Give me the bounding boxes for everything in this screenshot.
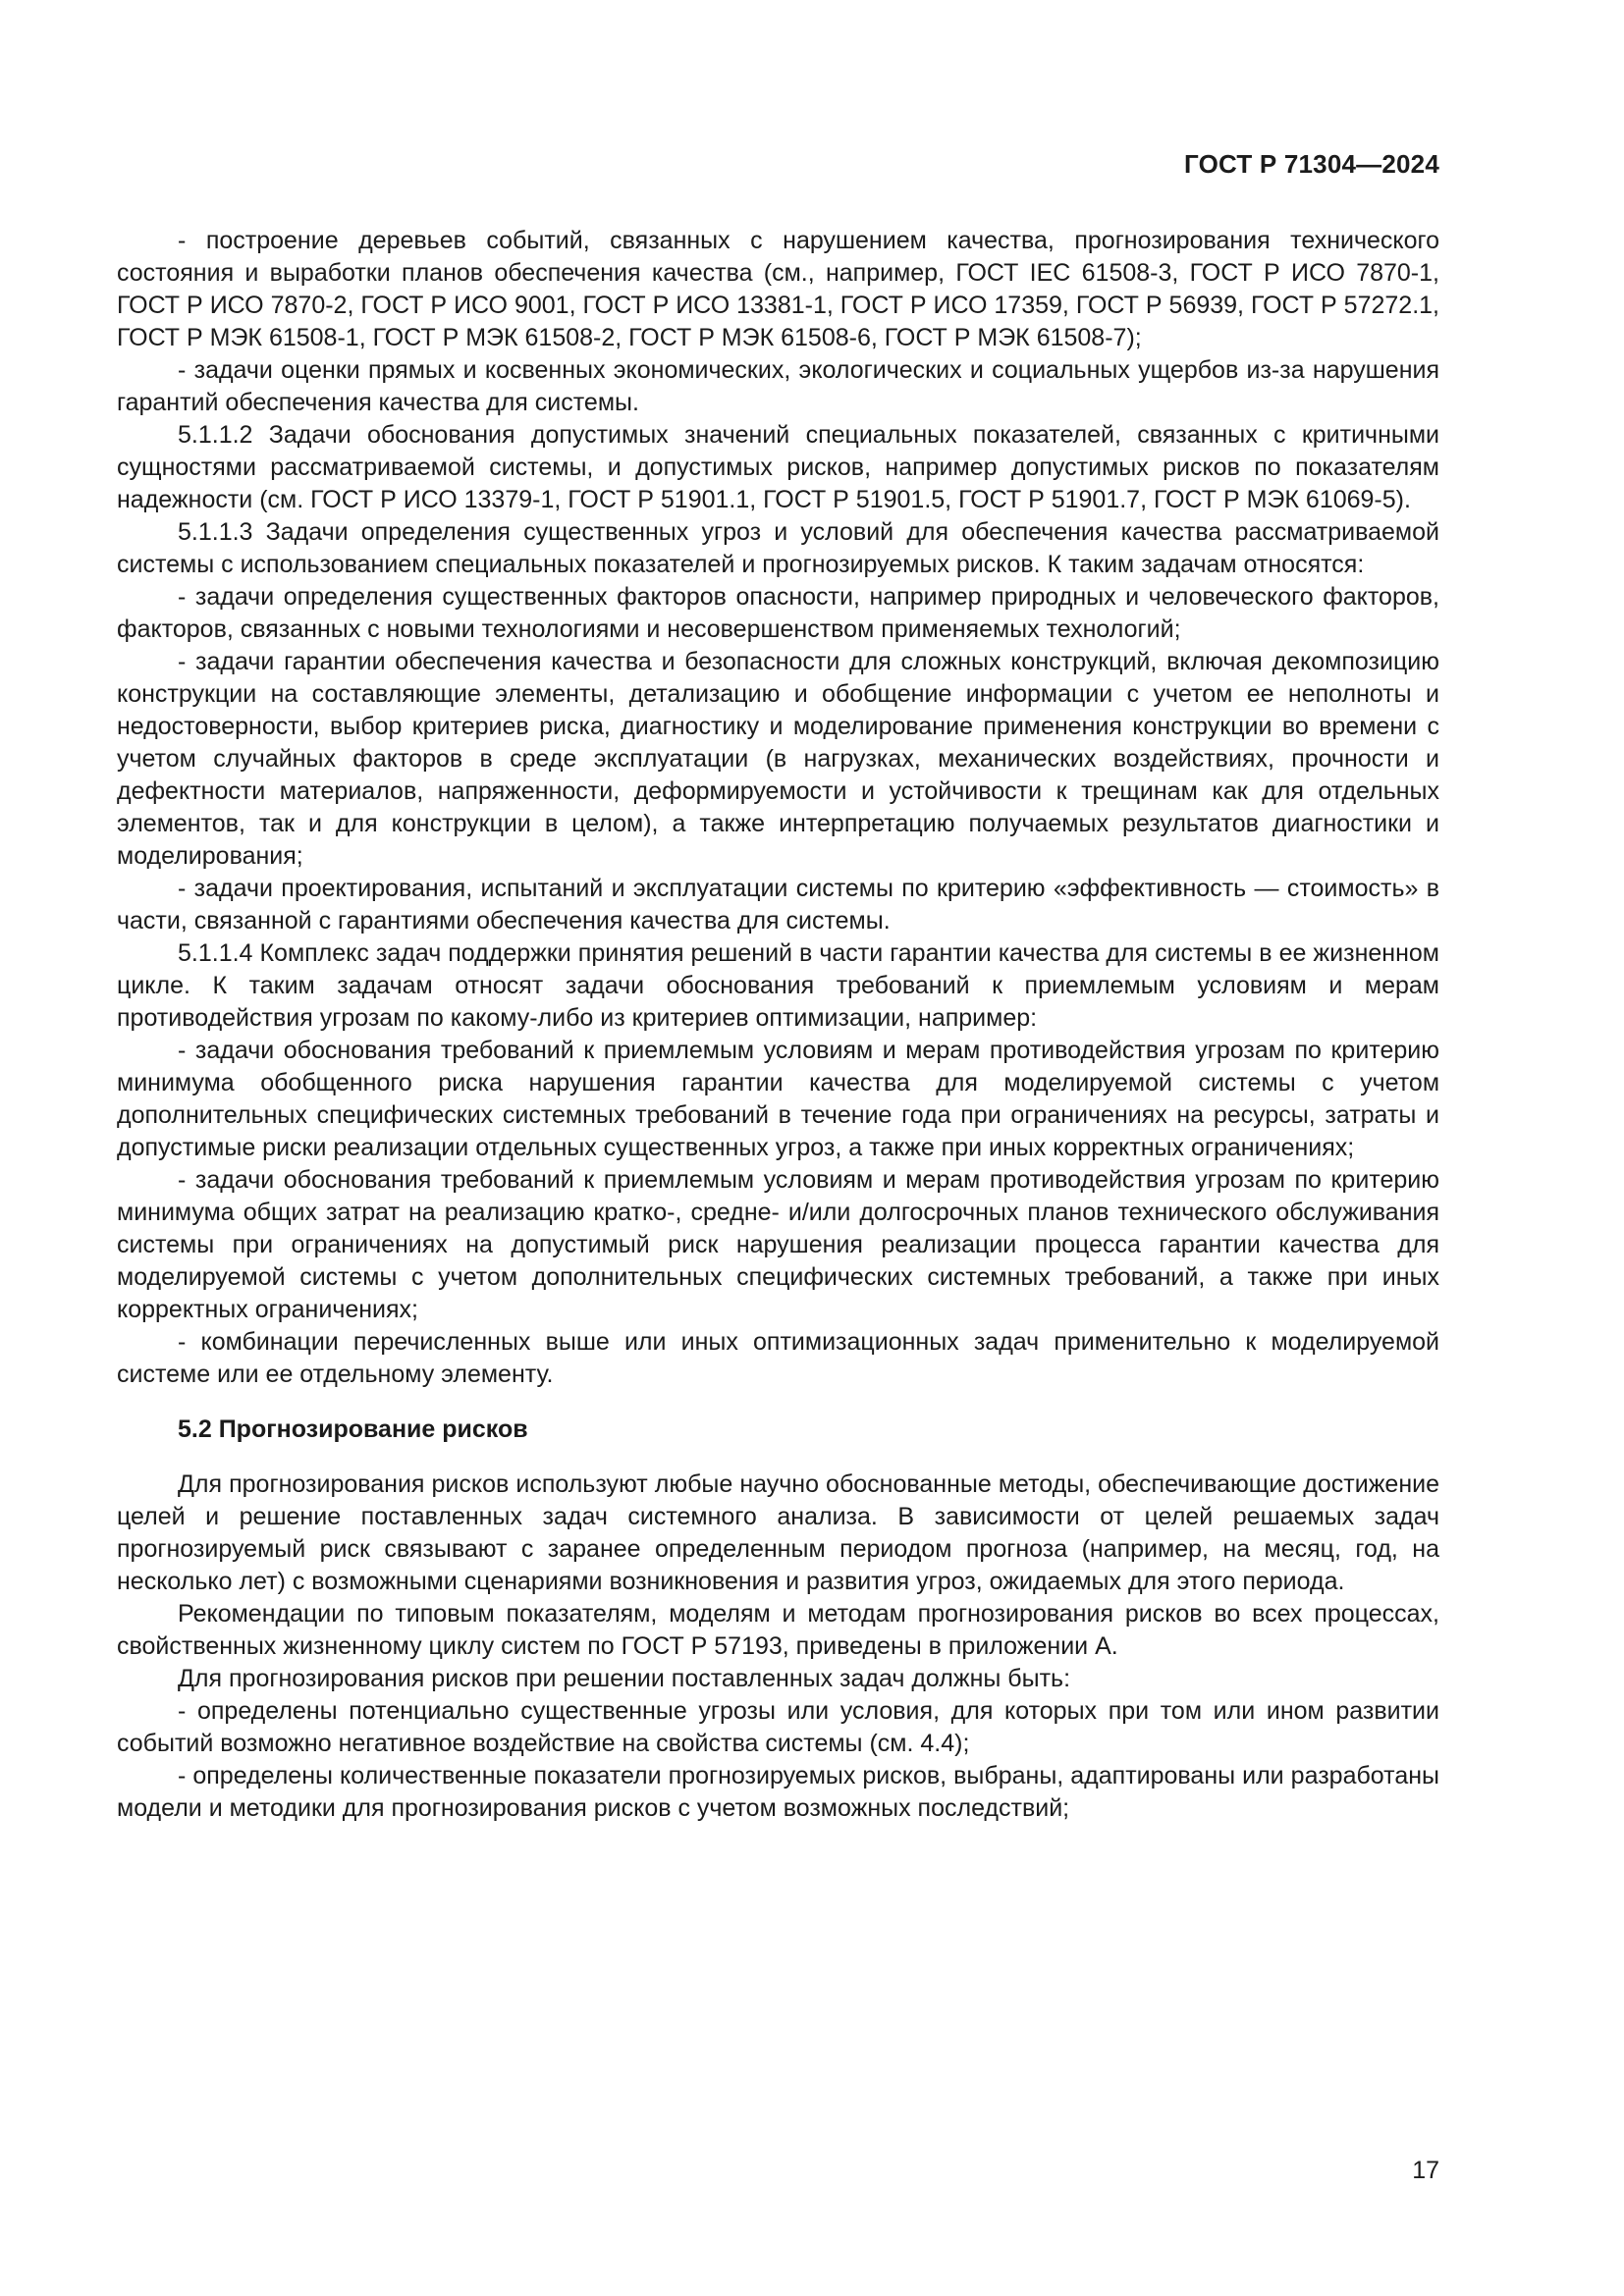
body-paragraph: - задачи оценки прямых и косвенных экономических, экологических и социальных ущербов из-за нарушения гарантий обеспечения качества для системы. [117, 356, 1439, 416]
body-paragraph: - задачи обоснования требований к приемлемым условиям и мерам противодействия угрозам по критерию минимума обобщенного риска нарушения гарантии качества для моделируемой системы с учетом дополнительных специфических системных требований в течение года при ограничениях на ресурсы, затраты и допустимые риски реализации отдельных существенных угроз, а также при иных корректных ограничениях; [117, 1037, 1439, 1161]
section-heading: 5.2 Прогнозирование рисков [178, 1415, 528, 1443]
body-paragraph: - задачи определения существенных факторов опасности, например природных и человеческого факторов, факторов, связанных с новыми технологиями и несовершенством применяемых технологий; [117, 583, 1439, 643]
body-paragraph: - задачи обоснования требований к приемлемым условиям и мерам противодействия угрозам по критерию минимума общих затрат на реализацию кратко-, средне- и/или долгосрочных планов технического обслуживания системы при ограничениях на допустимый риск нарушения реализации процесса гарантии качества для моделируемой системы с учетом дополнительных специфических системных требований, а также при иных корректных ограничениях; [117, 1166, 1439, 1323]
body-paragraph: - определены количественные показатели прогнозируемых рисков, выбраны, адаптированы или разработаны модели и методики для прогнозирования рисков с учетом возможных последствий; [117, 1762, 1439, 1822]
body-paragraph: - комбинации перечисленных выше или иных оптимизационных задач применительно к моделируемой системе или ее отдельному элементу. [117, 1328, 1439, 1388]
body-paragraph: - определены потенциально существенные угрозы или условия, для которых при том или ином развитии событий возможно негативное воздействие на свойства системы (см. 4.4); [117, 1697, 1439, 1757]
body-paragraph: Для прогнозирования рисков при решении поставленных задач должны быть: [178, 1665, 1071, 1692]
body-paragraph: Рекомендации по типовым показателям, моделям и методам прогнозирования рисков во всех процессах, свойственных жизненному циклу систем по ГОСТ Р 57193, приведены в приложении А. [117, 1600, 1439, 1660]
body-paragraph: - задачи проектирования, испытаний и эксплуатации системы по критерию «эффективность — стоимость» в части, связанной с гарантиями обеспечения качества для системы. [117, 875, 1439, 934]
body-paragraph: 5.1.1.3 Задачи определения существенных угроз и условий для обеспечения качества рассматриваемой системы с использованием специальных показателей и прогнозируемых рисков. К таким задачам относятся: [117, 518, 1439, 578]
document-header: ГОСТ Р 71304—2024 [1184, 149, 1439, 179]
body-paragraph: - задачи гарантии обеспечения качества и безопасности для сложных конструкций, включая декомпозицию конструкции на составляющие элементы, детализацию и обобщение информации с учетом ее неполноты и недостоверности, выбор критериев риска, диагностику и моделирование применения конструкции во времени с учетом случайных факторов в среде эксплуатации (в нагрузках, механических воздействиях, прочности и дефектности материалов, напряженности, деформируемости и устойчивости к трещинам как для отдельных элементов, так и для конструкции в целом), а также интерпретацию получаемых результатов диагностики и моделирования; [117, 648, 1439, 870]
page-body [117, 225, 1439, 1825]
body-paragraph: - построение деревьев событий, связанных с нарушением качества, прогнозирования технического состояния и выработки планов обеспечения качества (см., например, ГОСТ IEC 61508-3, ГОСТ Р ИСО 7870-1, ГОСТ Р ИСО 7870-2, ГОСТ Р ИСО 9001, ГОСТ Р ИСО 13381-1, ГОСТ Р ИСО 17359, ГОСТ Р 56939, ГОСТ Р 57272.1, ГОСТ Р МЭК 61508-1, ГОСТ Р МЭК 61508-2, ГОСТ Р МЭК 61508-6, ГОСТ Р МЭК 61508-7); [117, 227, 1439, 351]
body-paragraph: 5.1.1.2 Задачи обоснования допустимых значений специальных показателей, связанных с критичными сущностями рассматриваемой системы, и допустимых рисков, например допустимых рисков по показателям надежности (см. ГОСТ Р ИСО 13379-1, ГОСТ Р 51901.1, ГОСТ Р 51901.5, ГОСТ Р 51901.7, ГОСТ Р МЭК 61069-5). [117, 421, 1439, 513]
body-paragraph: 5.1.1.4 Комплекс задач поддержки принятия решений в части гарантии качества для системы в ее жизненном цикле. К таким задачам относят задачи обоснования требований к приемлемым условиям и мерам противодействия угрозам по какому-либо из критериев оптимизации, например: [117, 939, 1439, 1032]
body-paragraph: Для прогнозирования рисков используют любые научно обоснованные методы, обеспечивающие достижение целей и решение поставленных задач системного анализа. В зависимости от целей решаемых задач прогнозируемый риск связывают с заранее определенным периодом прогноза (например, на месяц, год, на несколько лет) с возможными сценариями возникновения и развития угроз, ожидаемых для этого периода. [117, 1470, 1439, 1595]
page-number: 17 [1412, 2157, 1439, 2184]
